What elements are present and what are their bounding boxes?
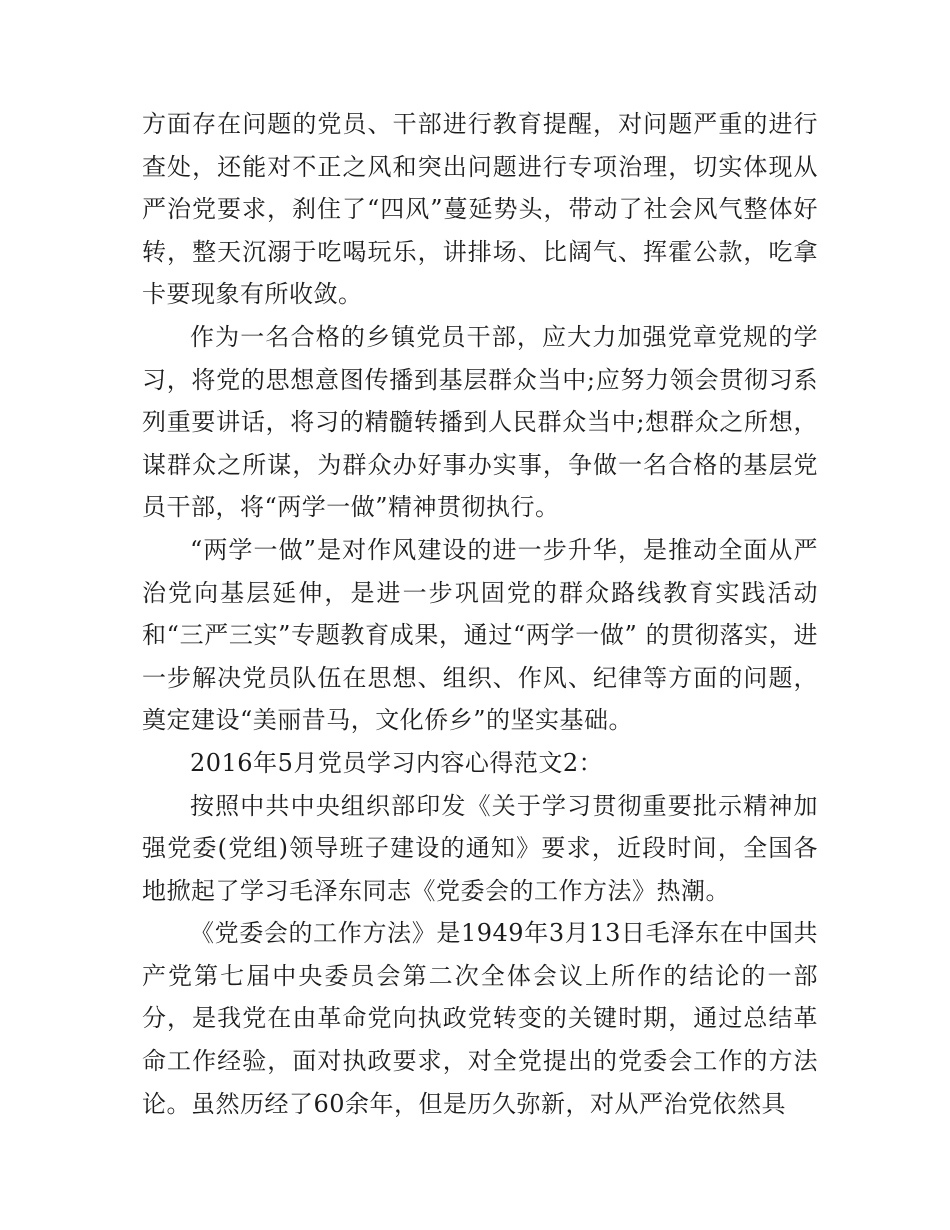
paragraph-continuation: 方面存在问题的党员、干部进行教育提醒，对问题严重的进行查处，还能对不正之风和突出问题进行专项治理，切实体现从严治党要求，刹住了“四风”蔓延势头，带动了社会风气整体好转，整天沉溺于吃喝玩乐，讲排场、比阔气、挥霍公款，吃拿卡要现象有所收敛。 xyxy=(142,110,818,309)
paragraph-work-method: 《党委会的工作方法》是1949年3月13日毛泽东在中国共产党第七届中央委员会第二次全体会议上所作的结论的一部分，是我党在由革命党向执政党转变的关键时期，通过总结革命工作经验，面对执政要求，对全党提出的党委会工作的方法论。虽然历经了60余年，但是历久弥新，对从严治党依然具 xyxy=(142,919,818,1118)
document-page xyxy=(142,103,818,1125)
paragraph-two-studies: “两学一做”是对作风建设的进一步升华，是推动全面从严治党向基层延伸，是进一步巩固党的群众路线教育实践活动和“三严三实”专题教育成果，通过“两学一做” 的贯彻落实，进一步解决党员队伍在思想、组织、作风、纪律等方面的问题，奠定建设“美丽昔马，文化侨乡”的坚实基础。 xyxy=(142,535,818,735)
paragraph-cadre-duty: 作为一名合格的乡镇党员干部，应大力加强党章党规的学习，将党的思想意图传播到基层群众当中;应努力领会贯彻习系列重要讲话，将习的精髓转播到人民群众当中;想群众之所想，谋群众之所谋，为群众办好事办实事，争做一名合格的基层党员干部，将“两学一做”精神贯彻执行。 xyxy=(142,322,818,522)
paragraph-notice: 按照中共中央组织部印发《关于学习贯彻重要批示精神加强党委(党组)领导班子建设的通知》要求，近段时间，全国各地掀起了学习毛泽东同志《党委会的工作方法》热潮。 xyxy=(142,791,818,905)
section-heading: 2016年5月党员学习内容心得范文2： xyxy=(190,748,604,777)
